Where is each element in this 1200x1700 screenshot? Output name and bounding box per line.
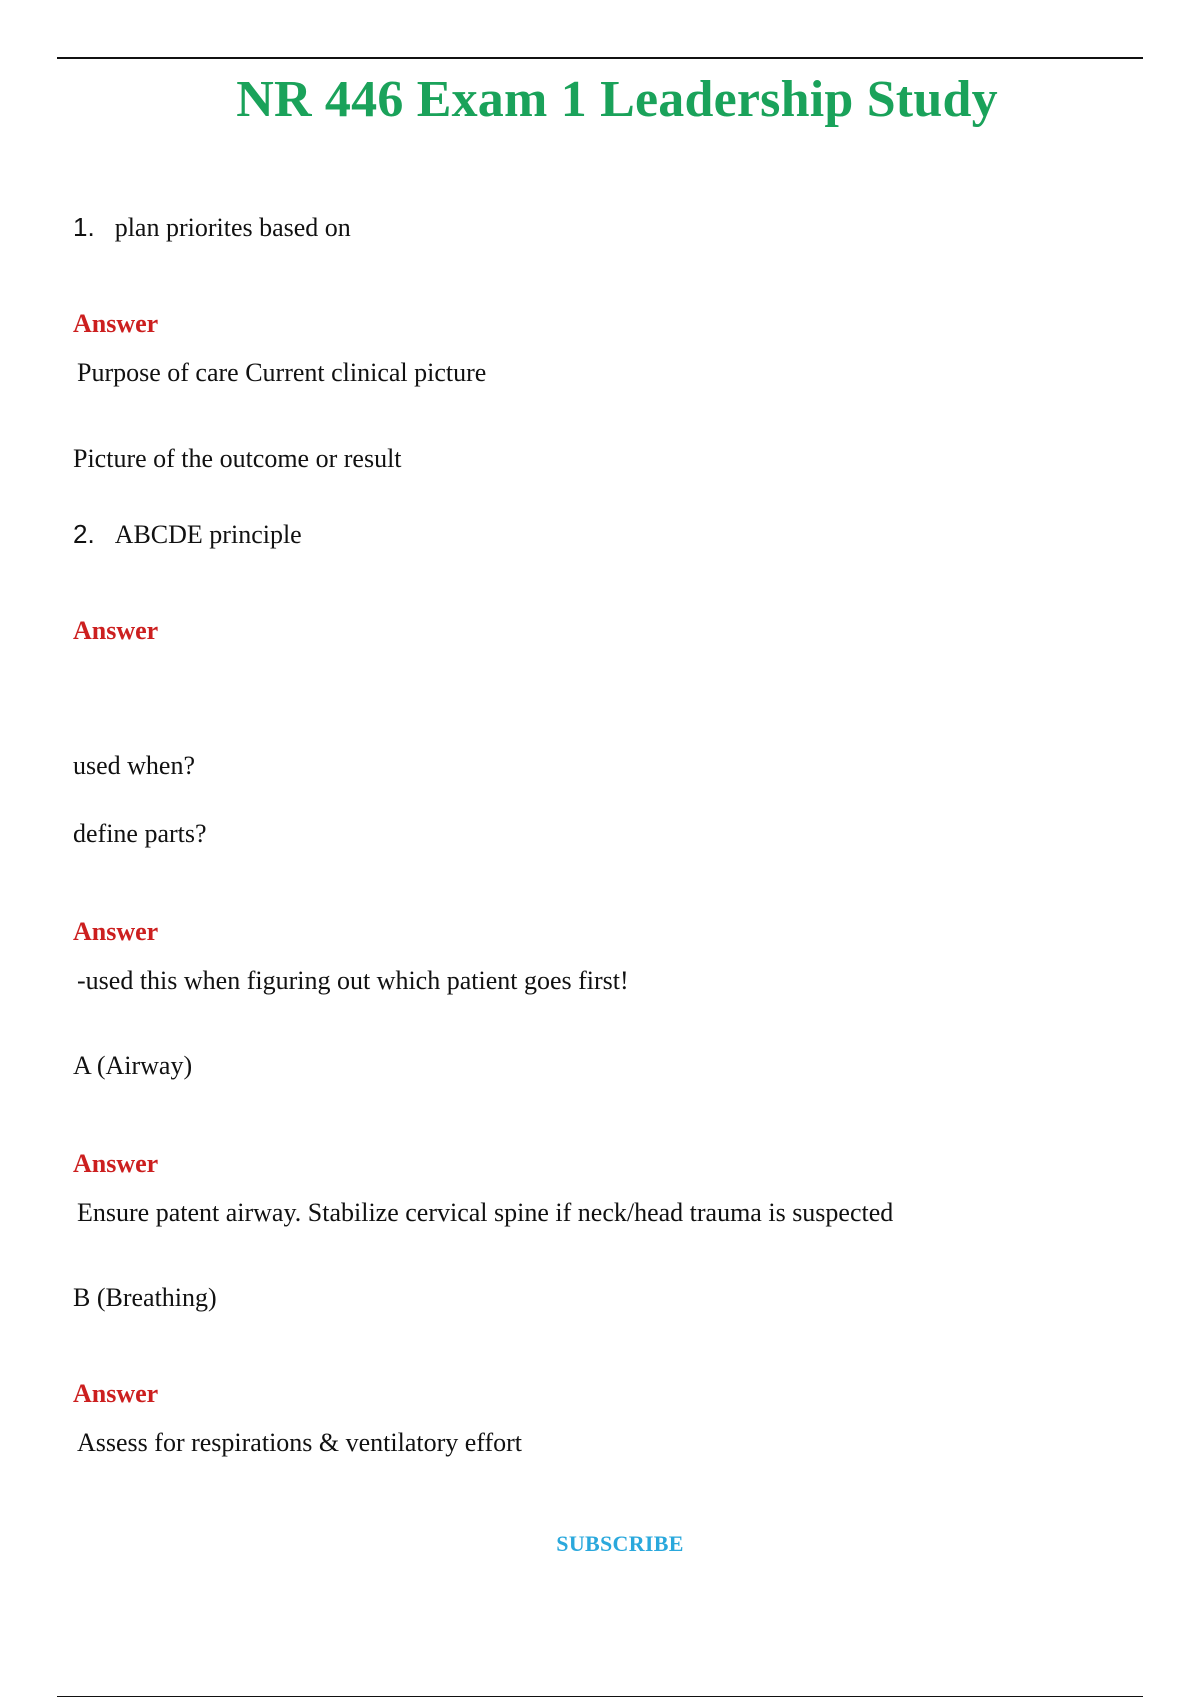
document-title: NR 446 Exam 1 Leadership Study xyxy=(236,71,998,128)
answer-text: Picture of the outcome or result xyxy=(73,444,402,473)
answer-text: Assess for respirations & ventilatory effort xyxy=(77,1428,523,1457)
subscribe-link[interactable]: SUBSCRIBE xyxy=(556,1531,684,1556)
question-text: plan priorites based on xyxy=(114,213,351,242)
question-text: define parts? xyxy=(73,819,207,848)
question-text: used when? xyxy=(73,751,196,780)
answer-text: Ensure patent airway. Stabilize cervical spine if neck/head trauma is suspected xyxy=(77,1198,894,1227)
answer-label: Answer xyxy=(73,309,159,338)
question-2 xyxy=(73,518,302,551)
bottom-rule xyxy=(57,1696,1143,1697)
question-number: 1. xyxy=(73,212,95,242)
answer-text: -used this when figuring out which patient goes first! xyxy=(77,966,629,995)
question-text: B (Breathing) xyxy=(73,1283,217,1312)
question-text: A (Airway) xyxy=(73,1051,193,1080)
question-number: 2. xyxy=(73,519,95,549)
answer-label: Answer xyxy=(73,1149,159,1178)
top-rule xyxy=(57,57,1143,59)
answer-label: Answer xyxy=(73,1379,159,1408)
answer-label: Answer xyxy=(73,917,159,946)
question-1 xyxy=(73,211,351,244)
question-text: ABCDE principle xyxy=(114,520,302,549)
answer-label: Answer xyxy=(73,616,159,645)
answer-text: Purpose of care Current clinical picture xyxy=(77,358,487,387)
